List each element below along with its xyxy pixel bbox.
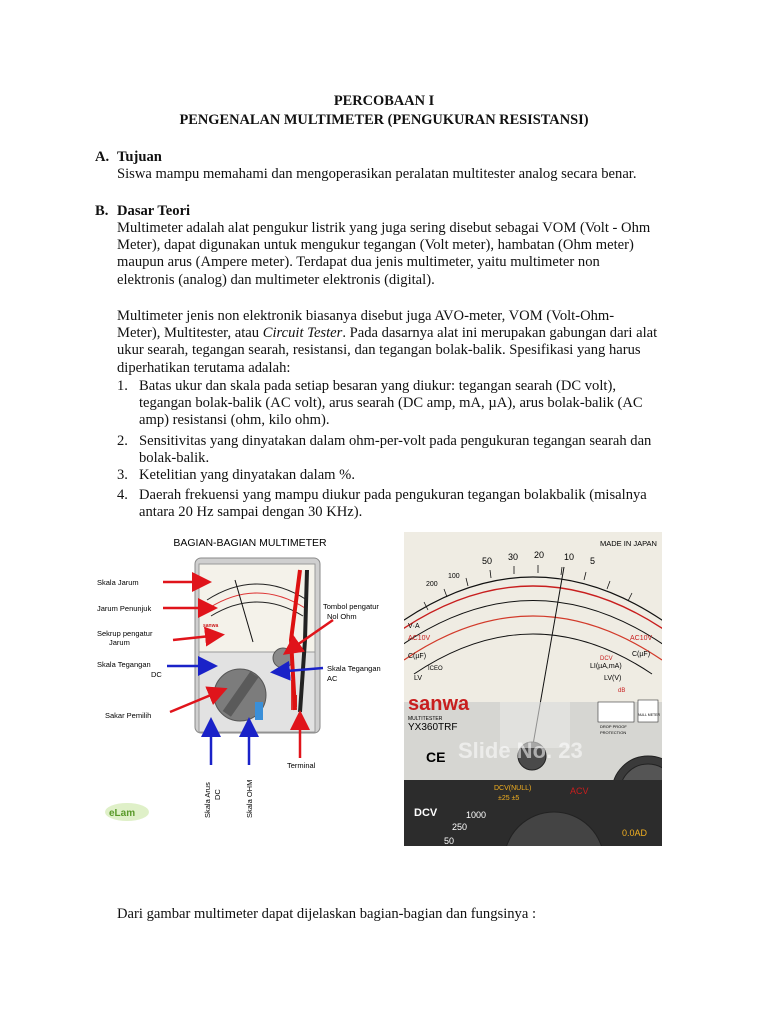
watermark-text: Slide No. 23 — [458, 738, 583, 763]
range-250: 250 — [452, 822, 468, 832]
cf-label: C(µF) — [408, 653, 427, 660]
scale-label: 5 — [590, 556, 596, 566]
oad-label: 0.0AD — [622, 828, 648, 838]
footer-text: Dari gambar multimeter dapat dijelaskan bagian-bagian dan fungsinya : — [117, 906, 537, 922]
label-skala-arus-2: DC — [213, 789, 222, 800]
list-body — [139, 433, 679, 467]
label-sekrup-2: Jarum — [109, 638, 130, 647]
cf-right-label: C(µF) — [632, 651, 651, 658]
label-skala-dc-2: DC — [151, 670, 162, 679]
section-b-heading — [95, 203, 190, 220]
experiment-subtitle: PENGENALAN MULTIMETER (PENGUKURAN RESISTANSI) — [179, 112, 589, 128]
null-meter-label: NULL METER — [638, 713, 661, 717]
section-b-label: B. — [95, 203, 109, 219]
list-line: Sensitivitas yang dinyatakan dalam ohm-per-volt pada pengukuran tegangan searah dan — [139, 433, 652, 449]
paragraph-1 — [117, 220, 677, 289]
list-body — [139, 378, 679, 430]
label-skala-ac-2: AC — [327, 674, 338, 683]
scale-label: 30 — [508, 552, 519, 562]
dcv-panel-label: DCV — [414, 807, 438, 819]
label-sakar: Sakar Pemilih — [105, 711, 152, 720]
diagram-title: BAGIAN-BAGIAN MULTIMETER — [173, 537, 327, 549]
svg-text:sanwa: sanwa — [203, 623, 219, 629]
paragraph-line: Multimeter adalah alat pengukur listrik yang juga sering disebut sebagai VOM (Volt - Ohm — [117, 220, 651, 236]
label-skala-jarum: Skala Jarum — [97, 578, 139, 587]
list-line: amp) resistansi (ohm, kilo ohm). — [139, 412, 330, 429]
multimeter-photo — [404, 532, 662, 846]
db-label: dB — [618, 688, 626, 694]
list-line: tegangan bolak-balik (AC volt), arus searah (DC amp, mA, µA), arus bolak-balik (AC — [139, 395, 643, 412]
list-body — [139, 487, 679, 521]
section-b-title: Dasar Teori — [117, 203, 191, 219]
experiment-title: PERCOBAAN I — [333, 93, 435, 109]
paragraph-line: diperhatikan terutama adalah: — [117, 359, 291, 376]
list-number: 2. — [117, 433, 128, 449]
list-line: antara 20 Hz sampai dengan 30 KHz). — [139, 504, 363, 521]
range-1000: 1000 — [466, 810, 487, 820]
list-body — [139, 467, 679, 484]
ac10v-right-label: AC10V — [630, 635, 653, 642]
list-line: Ketelitian yang dinyatakan dalam %. — [139, 467, 355, 483]
label-terminal: Terminal — [287, 761, 316, 770]
scale-label: 50 — [482, 556, 493, 566]
scale-label: 200 — [426, 581, 438, 588]
va-label: V·A — [408, 623, 420, 630]
lv-v-label: LV(V) — [604, 675, 622, 682]
model-label: YX360TRF — [408, 722, 458, 733]
list-number: 1. — [117, 378, 128, 394]
label-tombol-1: Tombol pengatur — [323, 602, 379, 611]
drop-proof-label: DROP PROOF — [600, 724, 627, 729]
paragraph-line: Multimeter jenis non elektronik biasanya disebut juga AVO-meter, VOM (Volt-Ohm- — [117, 308, 615, 324]
paragraph-2 — [117, 308, 677, 377]
list-number: 4. — [117, 487, 128, 503]
list-line: Daerah frekuensi yang mampu diukur pada pengukuran tegangan bolakbalik (misalnya — [139, 487, 647, 503]
li-label: LI(µA,mA) — [590, 663, 622, 670]
label-skala-ohm: Skala OHM — [245, 779, 254, 818]
paragraph-line: Meter), dapat digunakan untuk mengukur tegangan (Volt meter), hambatan (Ohm meter) — [117, 237, 634, 254]
made-in-label: MADE IN JAPAN — [600, 539, 657, 548]
acv-label: ACV — [570, 786, 589, 796]
list-line: Batas ukur dan skala pada setiap besaran yang diukur: tegangan searah (DC volt), — [139, 378, 616, 394]
label-skala-arus-1: Skala Arus — [203, 782, 212, 818]
emphasis-text: Circuit Tester — [262, 325, 343, 342]
scale-label: 20 — [534, 550, 545, 560]
section-a-text: Siswa mampu memahami dan mengoperasikan peralatan multitester analog secara benar. — [117, 166, 637, 182]
label-tombol-2: Nol Ohm — [327, 612, 357, 621]
label-sekrup-1: Sekrup pengatur — [97, 629, 153, 638]
paragraph-line: ukur searah, tegangan searah, resistansi, dan tegangan bolak-balik. Spesifikasi yang harus — [117, 342, 641, 359]
section-a-label: A. — [95, 149, 110, 165]
brand-logo: sanwa — [408, 693, 470, 715]
ce-mark: CE — [426, 749, 446, 765]
label-skala-dc-1: Skala Tegangan — [97, 660, 151, 669]
svg-text:eLam: eLam — [109, 808, 136, 819]
list-number: 3. — [117, 467, 128, 483]
scale-label: 100 — [448, 573, 460, 580]
range-50: 50 — [444, 836, 455, 846]
lv-label: LV — [414, 675, 423, 682]
paragraph-line — [117, 325, 677, 342]
multimeter-parts-diagram — [95, 530, 405, 830]
protection-label: PROTECTION — [600, 730, 627, 735]
paragraph-line: elektronis (analog) dan multimeter elektronis (digital). — [117, 271, 435, 288]
label-skala-ac-1: Skala Tegangan — [327, 664, 381, 673]
dcv-label: DCV — [600, 656, 613, 662]
model-top-label: MULTITESTER — [408, 716, 443, 722]
dcv-null-label: DCV(NULL) — [494, 785, 532, 792]
pm-label: ±25 ±5 — [498, 795, 520, 802]
logo-icon — [105, 803, 149, 821]
iceo-label: ICEO — [428, 666, 443, 672]
text-span: . Pada dasarnya alat ini merupakan gabungan dari alat — [342, 325, 658, 342]
list-line: bolak-balik. — [139, 450, 210, 467]
paragraph-line: maupun arus (Ampere meter). Terdapat dua jenis multimeter, yaitu multimeter non — [117, 254, 600, 271]
scale-label: 10 — [564, 552, 575, 562]
label-jarum-penunjuk: Jarum Penunjuk — [97, 604, 152, 613]
ac10v-label: AC10V — [408, 635, 431, 642]
section-a-heading — [95, 149, 162, 166]
section-a-title: Tujuan — [117, 149, 162, 165]
text-span: Meter), Multitester, atau — [117, 325, 263, 342]
